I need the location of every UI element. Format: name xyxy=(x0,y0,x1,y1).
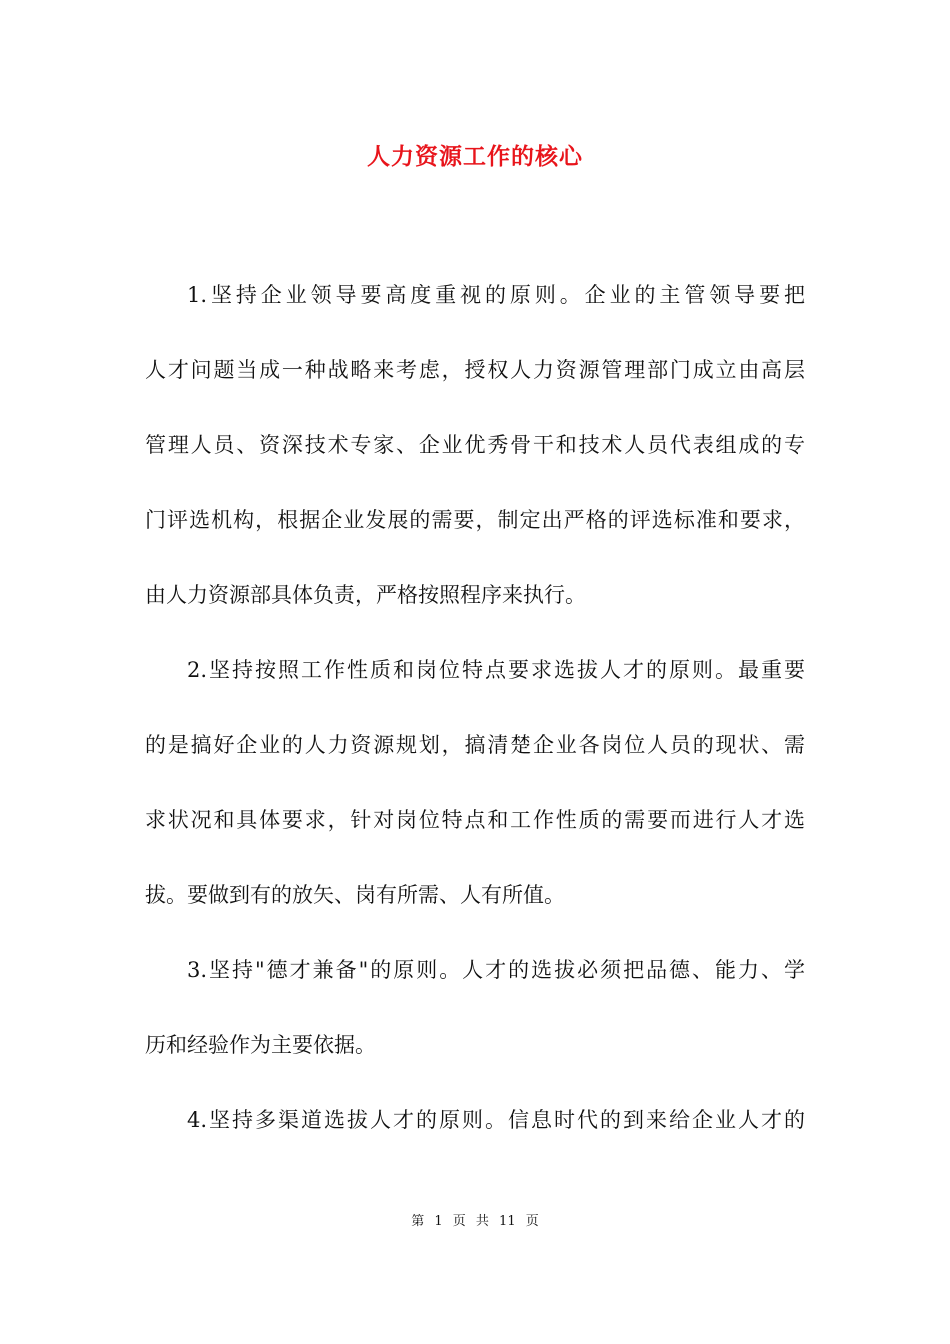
text-line: 管理人员、资深技术专家、企业优秀骨干和技术人员代表组成的专 xyxy=(145,433,805,457)
text-line: 3.坚持"德才兼备"的原则。人才的选拔必须把品德、能力、学 xyxy=(187,958,805,982)
document-title: 人力资源工作的核心 xyxy=(367,143,583,170)
text-line: 由人力资源部具体负责，严格按照程序来执行。 xyxy=(145,583,586,607)
text-line: 历和经验作为主要依据。 xyxy=(145,1033,376,1057)
text-line: 拔。要做到有的放矢、岗有所需、人有所值。 xyxy=(145,883,565,907)
text-line: 的是搞好企业的人力资源规划，搞清楚企业各岗位人员的现状、需 xyxy=(145,733,805,757)
page-footer: 第 1 页 共 11 页 xyxy=(411,1214,539,1229)
document-body xyxy=(145,277,805,1177)
text-line: 人才问题当成一种战略来考虑，授权人力资源管理部门成立由高层 xyxy=(145,358,805,382)
text-line: 4.坚持多渠道选拔人才的原则。信息时代的到来给企业人才的 xyxy=(187,1108,805,1132)
text-line: 2.坚持按照工作性质和岗位特点要求选拔人才的原则。最重要 xyxy=(187,658,805,682)
text-line: 1.坚持企业领导要高度重视的原则。企业的主管领导要把 xyxy=(187,283,805,307)
text-line: 求状况和具体要求，针对岗位特点和工作性质的需要而进行人才选 xyxy=(145,808,805,832)
text-line: 门评选机构，根据企业发展的需要，制定出严格的评选标准和要求， xyxy=(145,508,805,532)
